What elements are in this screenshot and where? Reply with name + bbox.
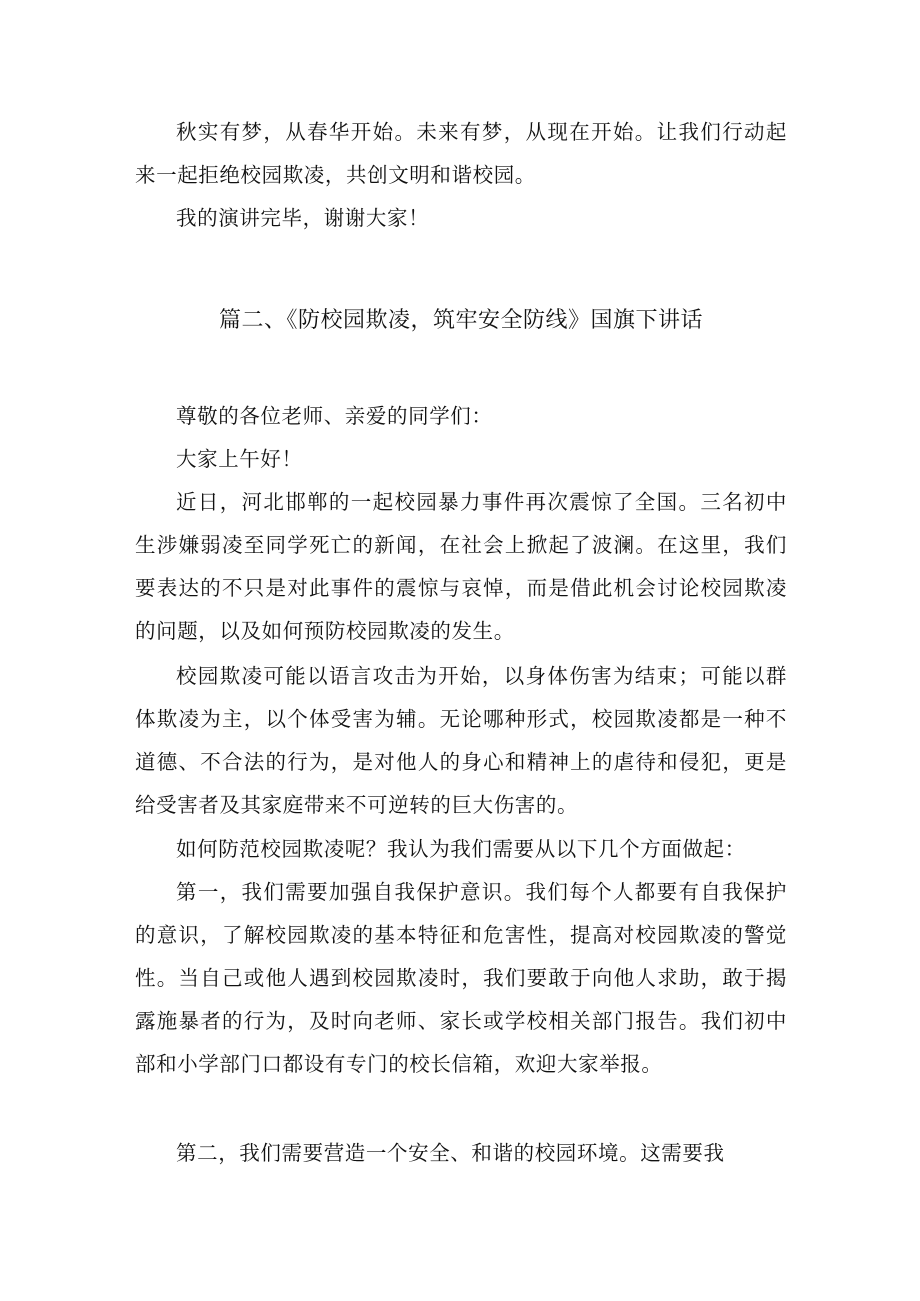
closing-thanks-paragraph: 我的演讲完毕，谢谢大家！ xyxy=(176,206,430,230)
body-paragraph-second-point: 第二，我们需要营造一个安全、和谐的校园环境。这需要我 xyxy=(176,1141,725,1165)
greeting-paragraph: 大家上午好！ xyxy=(176,447,303,471)
body-paragraph-first-point: 第一，我们需要加强自我保护意识。我们每个人都要有自我保护的意识，了解校园欺凌的基本特征和危害性，提高对校园欺凌的警觉性。当自己或他人遇到校园欺凌时，我们要敢于向他人求助，敢于揭露施暴者的行为，及时向老师、家长或学校相关部门报告。我们初中部和小学部门口都设有专门的校长信箱，欢迎大家举报。 xyxy=(135,880,787,1076)
body-paragraph-definition: 校园欺凌可能以语言攻击为开始，以身体伤害为结束；可能以群体欺凌为主，以个体受害为辅。无论哪种形式，校园欺凌都是一种不道德、不合法的行为，是对他人的身心和精神上的虐待和侵犯，更是给受害者及其家庭带来不可逆转的巨大伤害的。 xyxy=(135,664,787,817)
body-paragraph-question: 如何防范校园欺凌呢？我认为我们需要从以下几个方面做起： xyxy=(176,837,746,861)
body-paragraph-incident: 近日，河北邯郸的一起校园暴力事件再次震惊了全国。三名初中生涉嫌弱凌至同学死亡的新闻，在社会上掀起了波澜。在这里，我们要表达的不只是对此事件的震惊与哀悼，而是借此机会讨论校园欺凌的问题，以及如何预防校园欺凌的发生。 xyxy=(135,490,787,643)
salutation-paragraph: 尊敬的各位老师、亲爱的同学们： xyxy=(176,404,493,428)
section-title: 篇二、《防校园欺凌，筑牢安全防线》国旗下讲话 xyxy=(218,308,703,333)
closing-paragraph: 秋实有梦，从春华开始。未来有梦，从现在开始。让我们行动起来一起拒绝校园欺凌，共创文明和谐校园。 xyxy=(135,120,787,187)
